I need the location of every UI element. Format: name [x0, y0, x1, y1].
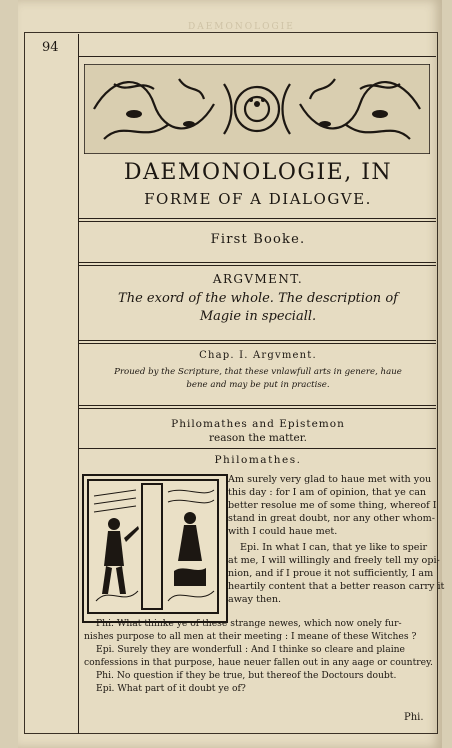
text-line: away then.: [228, 594, 282, 605]
text-line: heartily content that a better reason carry it: [228, 581, 445, 592]
text-line: Am surely very glad to haue met with you: [228, 474, 432, 485]
rule-4b: [78, 408, 436, 409]
text-line: with I could haue met.: [228, 526, 338, 537]
bleed-through-header: DAEMONOLOGIE: [188, 22, 295, 32]
book-heading: First Booke.: [210, 232, 306, 247]
argument-line1: The exord of the whole. The description of: [118, 291, 398, 306]
ornamental-headpiece: [84, 64, 430, 154]
rule-3b: [78, 343, 436, 344]
text-line: Phi. No question if they be true, but thereof the Doctours doubt.: [96, 670, 397, 681]
text-line: Epi. What part of it doubt ye of?: [96, 683, 246, 694]
argument-heading: ARGVMENT.: [212, 272, 304, 286]
text-line: nishes purpose to all men at their meeting : I meane of these Witches ?: [84, 631, 417, 642]
text-line: Epi. Surely they are wonderfull : And I thinke so cleare and plaine: [96, 644, 405, 655]
argument-line2: Magie in speciall.: [199, 309, 317, 324]
text-line: confessions in that purpose, haue neuer fallen out in any aage or countrey.: [84, 657, 433, 668]
text-line: nion, and if I proue it not sufficiently, I am: [228, 568, 434, 579]
chapter-heading: Chap. I. Argvment.: [199, 350, 317, 361]
woodcut-initial-icon: [84, 476, 222, 617]
chapter-line2: bene and may be put in practise.: [186, 380, 330, 390]
text-line: Phi. What thinke ye of these strange newes, which now onely fur-: [96, 618, 402, 629]
rule-2b: [78, 265, 436, 266]
rule-4: [78, 405, 436, 406]
rule-3: [78, 340, 436, 341]
page-number: 94: [42, 40, 59, 55]
woodcut-initial: [82, 474, 228, 623]
text-line: this day : for I am of opinion, that ye can: [228, 487, 427, 498]
rule-2: [78, 262, 436, 263]
interlocutors-line2: reason the matter.: [209, 432, 307, 444]
chapter-line1: Proued by the Scripture, that these vnlawfull arts in genere, haue: [114, 367, 402, 377]
rule-5: [78, 448, 436, 449]
speaker-heading: Philomathes.: [214, 454, 302, 466]
text-line: Epi. In what I can, that ye like to speir: [240, 542, 428, 553]
margin-rule: [78, 34, 79, 734]
catchword: Phi.: [404, 712, 424, 723]
text-line: stand in great doubt, nor any other whom-: [228, 513, 435, 524]
main-title-line2: FORME OF A DIALOGVE.: [144, 190, 372, 208]
header-rule: [78, 56, 436, 57]
text-line: at me, I will willingly and freely tell my opi-: [228, 555, 440, 566]
main-title-line1: DAEMONOLOGIE, IN: [123, 160, 393, 185]
interlocutors-line1: Philomathes and Epistemon: [171, 418, 345, 430]
rule-1b: [78, 221, 436, 222]
text-line: better resolue me of some thing, whereof I: [228, 500, 437, 511]
rule-1: [78, 218, 436, 219]
